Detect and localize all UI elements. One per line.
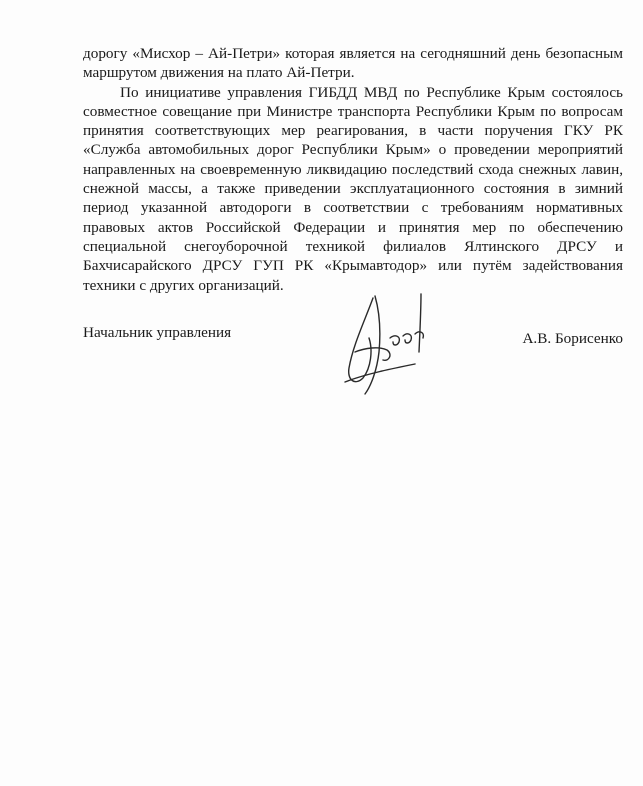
document-body bbox=[83, 44, 623, 295]
signatory-name: А.В. Борисенко bbox=[522, 330, 623, 347]
signatory-title: Начальник управления bbox=[83, 324, 232, 341]
paragraph-main: По инициативе управления ГИБДД МВД по Республике Крым состоялось совместное совещание при Министре транспорта Республики Крым по вопросам принятия соответствующих мер реагирования, в части поручения ГКУ РК «Служба автомобильных дорог Республики Крым» о проведении мероприятий направленных на своевременную ликвидацию последствий схода снежных лавин, снежной массы, а также приведении эксплуатационного состояния в зимний период указанной автодороги в соответствии с требованиям нормативных правовых актов Российской Федерации и принятия мер по обеспечению специальной снегоуборочной техникой филиалов Ялтинского ДРСУ и Бахчисарайского ДРСУ ГУП РК «Крымавтодор» или путём задействования техники с других организаций. bbox=[83, 83, 623, 294]
paragraph-continuation: дорогу «Мисхор – Ай-Петри» которая является на сегодняшний день безопасным маршрутом движения на плато Ай-Петри. bbox=[83, 45, 623, 82]
signature-block bbox=[83, 324, 623, 348]
